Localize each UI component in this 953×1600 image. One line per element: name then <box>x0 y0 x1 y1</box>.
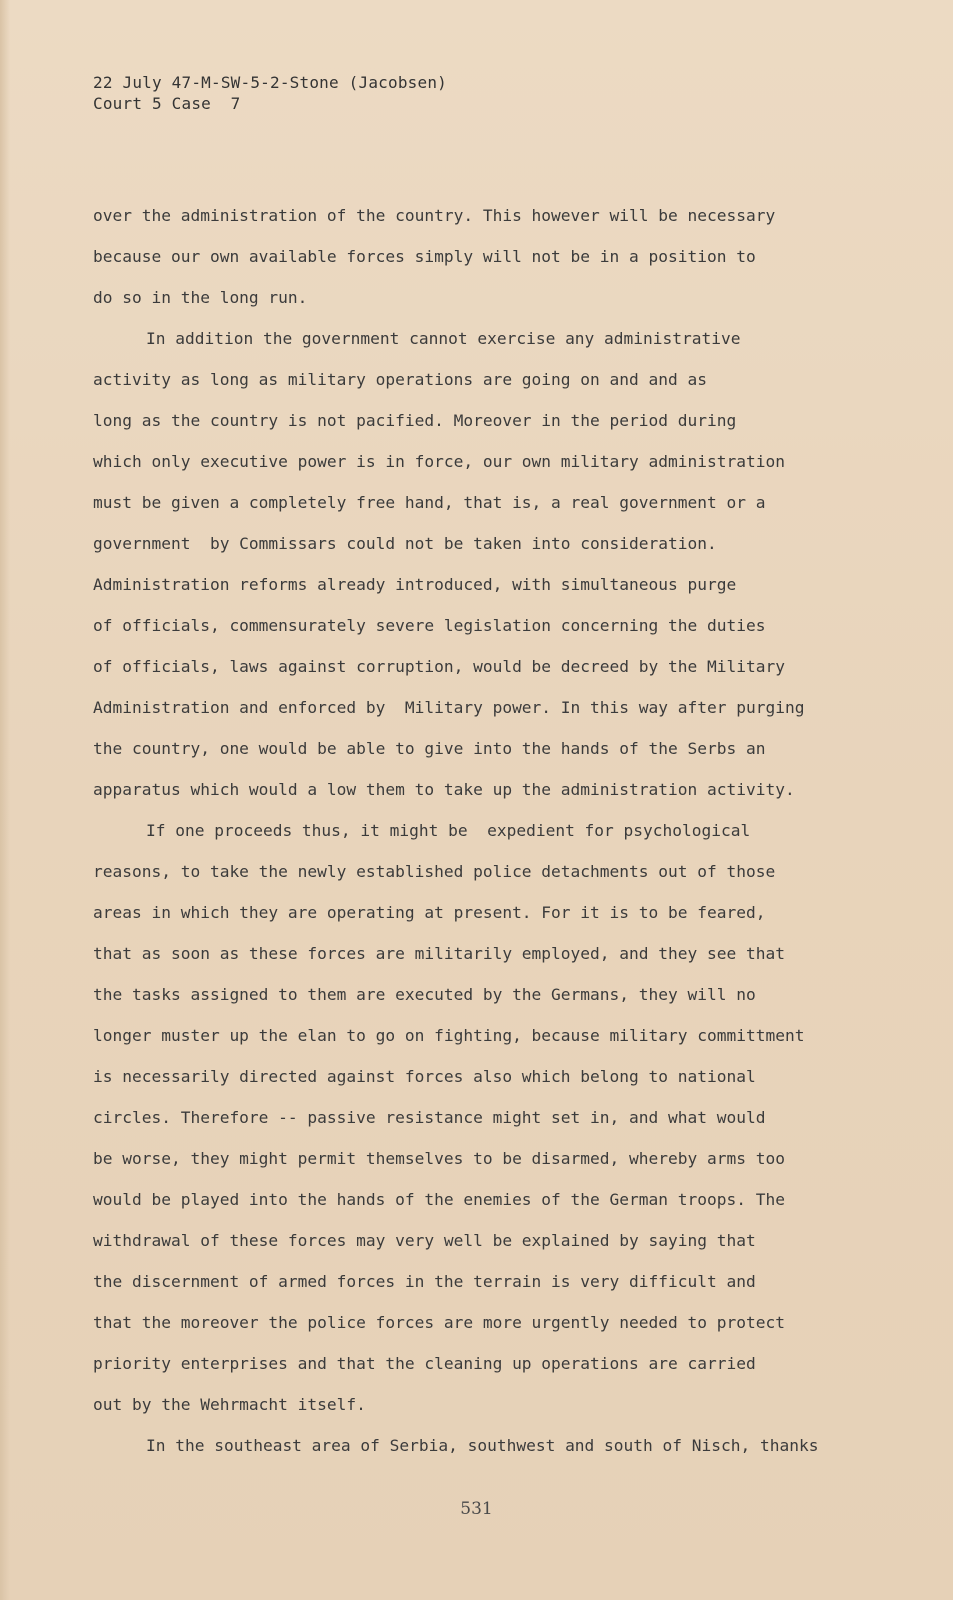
text-line: which only executive power is in force, our own military administration <box>93 452 785 471</box>
text-line: In addition the government cannot exercise any administrative <box>146 329 741 348</box>
text-line: of officials, laws against corruption, would be decreed by the Military <box>93 657 785 676</box>
text-line: would be played into the hands of the enemies of the German troops. The <box>93 1190 785 1209</box>
text-line: government by Commissars could not be taken into consideration. <box>93 534 717 553</box>
document-header <box>93 72 447 114</box>
text-line: reasons, to take the newly established police detachments out of those <box>93 862 776 881</box>
page-number: 531 <box>460 1499 493 1519</box>
text-line: out by the Wehrmacht itself. <box>93 1395 366 1414</box>
text-line: that as soon as these forces are militarily employed, and they see that <box>93 944 785 963</box>
text-line: must be given a completely free hand, that is, a real government or a <box>93 493 766 512</box>
document-body <box>93 195 853 1466</box>
text-line: In the southeast area of Serbia, southwest and south of Nisch, thanks <box>146 1436 819 1455</box>
text-line: be worse, they might permit themselves to be disarmed, whereby arms too <box>93 1149 785 1168</box>
text-line: do so in the long run. <box>93 288 308 307</box>
text-line: withdrawal of these forces may very well be explained by saying that <box>93 1231 756 1250</box>
text-line: longer muster up the elan to go on fighting, because military committment <box>93 1026 805 1045</box>
text-line: because our own available forces simply will not be in a position to <box>93 247 756 266</box>
text-line: circles. Therefore -- passive resistance might set in, and what would <box>93 1108 766 1127</box>
text-line: over the administration of the country. This however will be necessary <box>93 206 776 225</box>
paper-edge <box>0 0 10 1600</box>
text-line: If one proceeds thus, it might be expedient for psychological <box>146 821 751 840</box>
text-line: long as the country is not pacified. Moreover in the period during <box>93 411 737 430</box>
text-line: the discernment of armed forces in the terrain is very difficult and <box>93 1272 756 1291</box>
text-line: the country, one would be able to give into the hands of the Serbs an <box>93 739 766 758</box>
text-line: priority enterprises and that the cleaning up operations are carried <box>93 1354 756 1373</box>
text-line: that the moreover the police forces are more urgently needed to protect <box>93 1313 785 1332</box>
text-line: the tasks assigned to them are executed by the Germans, they will no <box>93 985 756 1004</box>
text-line: areas in which they are operating at present. For it is to be feared, <box>93 903 766 922</box>
text-line: apparatus which would a low them to take up the administration activity. <box>93 780 795 799</box>
header-line-date-reference: 22 July 47-M-SW-5-2-Stone (Jacobsen) <box>93 73 447 92</box>
header-line-court-case: Court 5 Case 7 <box>93 94 241 113</box>
text-line: Administration and enforced by Military power. In this way after purging <box>93 698 805 717</box>
text-line: of officials, commensurately severe legislation concerning the duties <box>93 616 766 635</box>
text-line: is necessarily directed against forces also which belong to national <box>93 1067 756 1086</box>
text-line: Administration reforms already introduced, with simultaneous purge <box>93 575 737 594</box>
text-line: activity as long as military operations are going on and and as <box>93 370 707 389</box>
